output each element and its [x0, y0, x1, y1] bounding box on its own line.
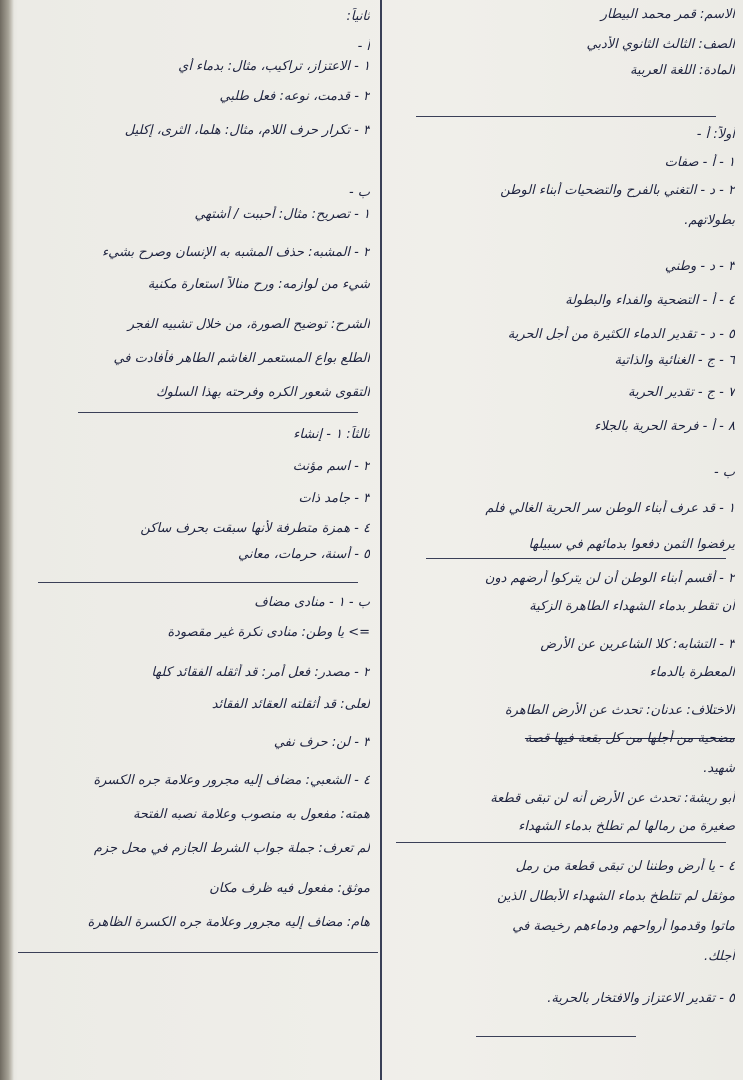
answer-line: ٤ - أ - التضحية والفداء والبطولة [565, 293, 735, 308]
answer-line: ٢ - مصدر: فعل أمر: قد أثقله الفقائد كلها [151, 665, 370, 680]
answer-line: ٣ - تكرار حرف اللام، مثال: هلما، الثرى، إكليل [124, 123, 370, 138]
answer-line: ٣ - لن: حرف نفي [273, 735, 370, 750]
answer-line: يرفضوا الثمن دفعوا بدمائهم في سبيلها [528, 537, 735, 552]
answer-line: ٢ - المشبه: حذف المشبه به الإنسان وصرح بشيء [102, 245, 370, 260]
end-rule [476, 1036, 636, 1037]
answer-line: أبو ريشة: تحدث عن الأرض أنه لن تبقى قطعة [490, 791, 735, 806]
answer-line: أجلك. [703, 949, 735, 964]
answer-line: => يا وطن: منادى نكرة غير مقصودة [167, 625, 370, 640]
answer-line: ٥ - تقدير الاعتزاز والافتخار بالحرية. [547, 991, 735, 1006]
answer-line: ٤ - همزة متطرفة لأنها سبقت بحرف ساكن [140, 521, 370, 536]
answer-line: أن تقطر بدماء الشهداء الطاهرة الزكية [529, 599, 735, 614]
answer-line: أ - [357, 39, 370, 54]
end-rule [18, 952, 378, 953]
answer-line: لعلى: قد أثقلته العقائد الفقائد [211, 697, 370, 712]
answer-line: ٧ - ج - تقدير الحرية [628, 385, 735, 400]
answer-line: ثالثاً: ١ - إنشاء [293, 427, 370, 442]
answer-line: ٥ - أسنة، حرمات، معاني [237, 547, 370, 562]
answer-line: صغيرة من رمالها لم تطلخ بدماء الشهداء [518, 819, 735, 834]
left-column [18, 0, 378, 1080]
answer-line: المعطرة بالدماء [649, 665, 735, 680]
answer-line: ١ - تصريح: مثال: أحببت / أشتهي [194, 207, 370, 222]
answer-line: ٣ - جامد ذات [298, 491, 370, 506]
answer-line: ٤ - يا أرض وطننا لن تبقى قطعة من رمل [515, 859, 735, 874]
answer-line: ماتوا وقدموا أرواحهم ودماءهم رخيصة في [512, 919, 735, 934]
answer-line: ٦ - ج - الغنائية والذاتية [614, 353, 735, 368]
subject-name: المادة: اللغة العربية [630, 63, 735, 78]
answer-line: ب - ١ - منادى مضاف [254, 595, 370, 610]
answer-line: هام: مضاف إليه مجرور وعلامة جره الكسرة الظاهرة [87, 915, 370, 930]
answer-line: ٥ - د - تقدير الدماء الكثيرة من أجل الحرية [507, 327, 735, 342]
student-name: الاسم: قمر محمد البيطار [600, 7, 735, 22]
answer-line: ٢ - أقسم أبناء الوطن أن لن يتركوا أرضهم دون [484, 571, 735, 586]
answer-line: شيء من لوازمه: ورح منالاً استعارة مكنية [147, 277, 370, 292]
answer-line: موثقل لم تتلطخ بدماء الشهداء الأبطال الذين [497, 889, 735, 904]
answer-line: ١ - أ - صفات [664, 155, 735, 170]
right-column [386, 0, 743, 1080]
paper-shadow-edge [0, 0, 14, 1080]
section-rule [78, 412, 358, 413]
answer-line: ٨ - أ - فرحة الحرية بالجلاء [594, 419, 735, 434]
answer-line: ٤ - الشعبي: مضاف إليه مجرور وعلامة جره الكسرة [93, 773, 370, 788]
answer-line: الشرح: توضيح الصورة، من خلال تشبيه الفجر [127, 317, 370, 332]
answer-line: لم تعرف: جملة جواب الشرط الجازم في محل جزم [93, 841, 370, 856]
answer-line: مضحية من أجلها من كل بقعة فيها قصة [524, 731, 735, 746]
answer-line: ١ - الاعتزاز، تراكيب، مثال: بدماء أي [178, 59, 370, 74]
answer-line: ٣ - التشابه: كلا الشاعرين عن الأرض [540, 637, 735, 652]
answer-line: الطلع بواع المستعمر الغاشم الطاهر فأفادت في [113, 351, 370, 366]
answer-line: الاختلاف: عدنان: تحدث عن الأرض الطاهرة [504, 703, 735, 718]
answer-line: ٣ - د - وطني [664, 259, 735, 274]
section-rule [396, 842, 726, 843]
answer-line: موثق: مفعول فيه ظرف مكان [209, 881, 370, 896]
answer-line: بطولاتهم. [684, 213, 735, 228]
section-rule [38, 582, 358, 583]
column-divider [380, 0, 382, 1080]
answer-line: ب - [713, 465, 735, 480]
answer-line: ٢ - قدمت، نوعه: فعل طلبي [219, 89, 370, 104]
header-rule [416, 116, 716, 117]
answer-line: همته: مفعول به منصوب وعلامة نصبه الفتحة [132, 807, 370, 822]
answer-line: شهيد. [703, 761, 735, 776]
answer-line: أولاً: أ - [696, 127, 735, 142]
answer-line: التقوى شعور الكره وفرحته بهذا السلوك [155, 385, 370, 400]
section-heading: ثانياً: [346, 9, 370, 24]
student-grade: الصف: الثالث الثانوي الأدبي [586, 37, 735, 52]
answer-line: ١ - قد عرف أبناء الوطن سر الحرية الغالي فلم [485, 501, 735, 516]
answer-line: ب - [348, 185, 370, 200]
answer-line: ٢ - د - التغني بالفرح والتضحيات أبناء الوطن [500, 183, 735, 198]
section-rule [426, 558, 726, 559]
answer-line: ٢ - اسم مؤنث [292, 459, 370, 474]
